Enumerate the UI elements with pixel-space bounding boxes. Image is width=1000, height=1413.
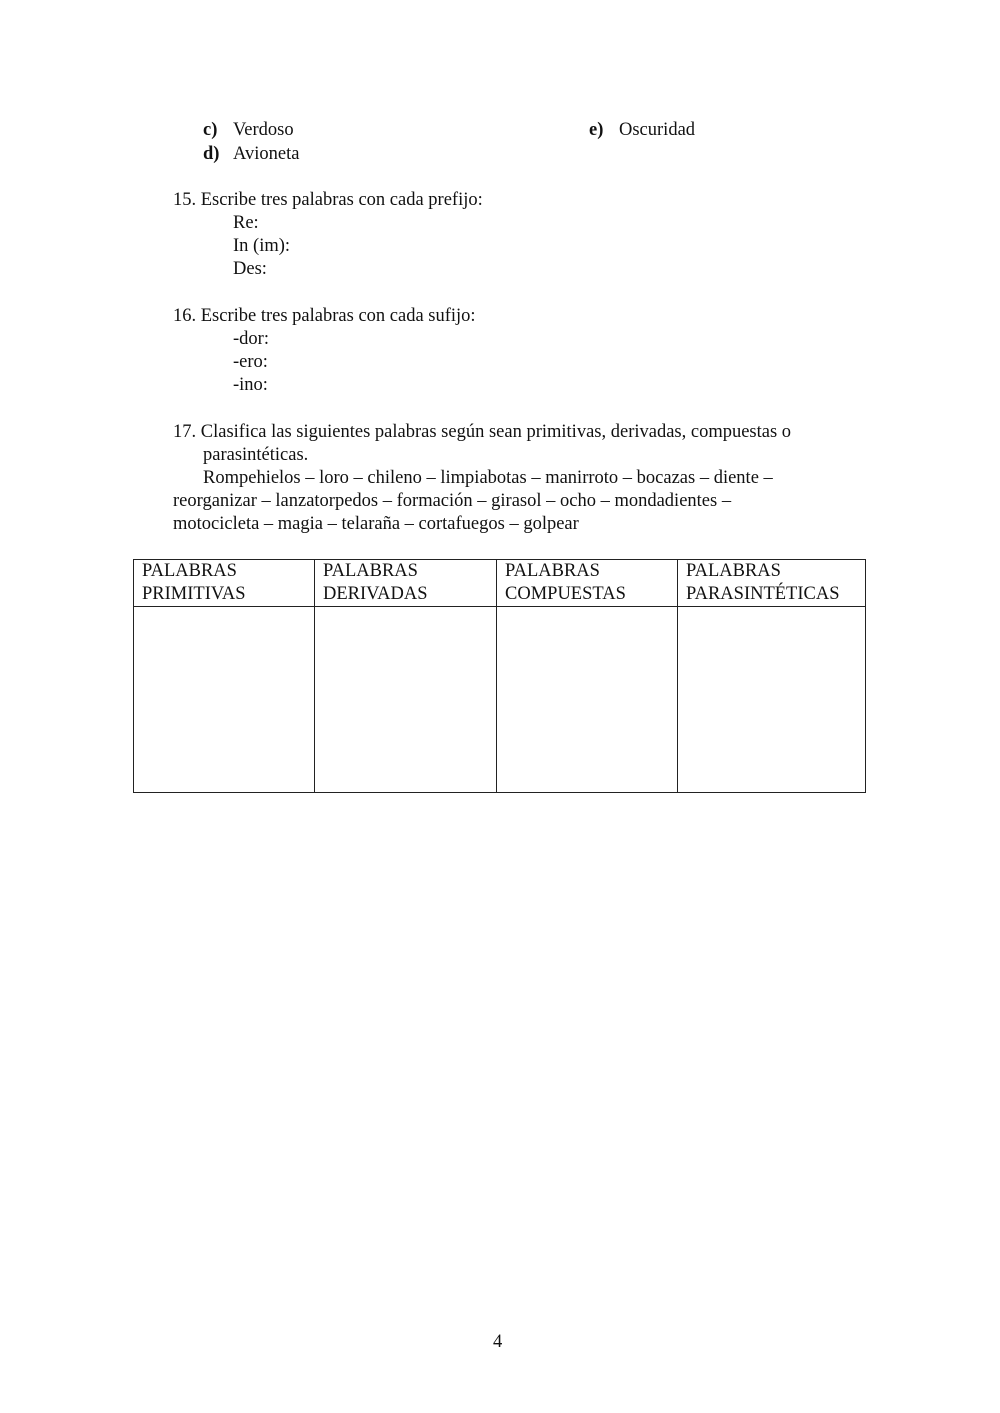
suffix-item: -dor: (233, 329, 269, 349)
option-c (203, 119, 294, 142)
question-15-prompt: 15. Escribe tres palabras con cada prefijo: (173, 190, 483, 210)
header-compuestas: PALABRAS COMPUESTAS (497, 560, 678, 607)
answer-cell-parasinteticas[interactable] (678, 607, 866, 793)
option-text: Avioneta (233, 144, 300, 164)
answer-cell-compuestas[interactable] (497, 607, 678, 793)
option-text: Oscuridad (619, 120, 696, 140)
page-number: 4 (493, 1332, 503, 1352)
prefix-item: In (im): (233, 236, 291, 256)
header-derivadas: PALABRAS DERIVADAS (315, 560, 497, 607)
word-list-line: motocicleta – magia – telaraña – cortafuegos – golpear (173, 514, 579, 534)
prefix-item: Re: (233, 213, 259, 233)
question-16-prompt: 16. Escribe tres palabras con cada sufijo: (173, 306, 476, 326)
answer-cell-primitivas[interactable] (134, 607, 315, 793)
option-d (203, 143, 299, 166)
suffix-item: -ero: (233, 352, 268, 372)
header-primitivas: PALABRAS PRIMITIVAS (134, 560, 315, 607)
word-list-line: Rompehielos – loro – chileno – limpiabotas – manirroto – bocazas – diente – (203, 468, 773, 488)
word-list-line: reorganizar – lanzatorpedos – formación – girasol – ocho – mondadientes – (173, 491, 732, 511)
option-e (589, 119, 695, 142)
header-parasinteticas: PALABRAS PARASINTÉTICAS (678, 560, 866, 607)
prefix-item: Des: (233, 259, 267, 279)
classification-table (133, 559, 866, 793)
question-17-prompt: 17. Clasifica las siguientes palabras según sean primitivas, derivadas, compuestas o (173, 422, 792, 442)
option-letter: d) (203, 144, 220, 164)
question-17-prompt-cont: parasintéticas. (203, 445, 309, 465)
option-text: Verdoso (233, 120, 294, 140)
table-header-row (134, 560, 866, 607)
table-answer-row (134, 607, 866, 793)
suffix-item: -ino: (233, 375, 268, 395)
answer-cell-derivadas[interactable] (315, 607, 497, 793)
option-letter: e) (589, 120, 604, 140)
option-letter: c) (203, 120, 218, 140)
